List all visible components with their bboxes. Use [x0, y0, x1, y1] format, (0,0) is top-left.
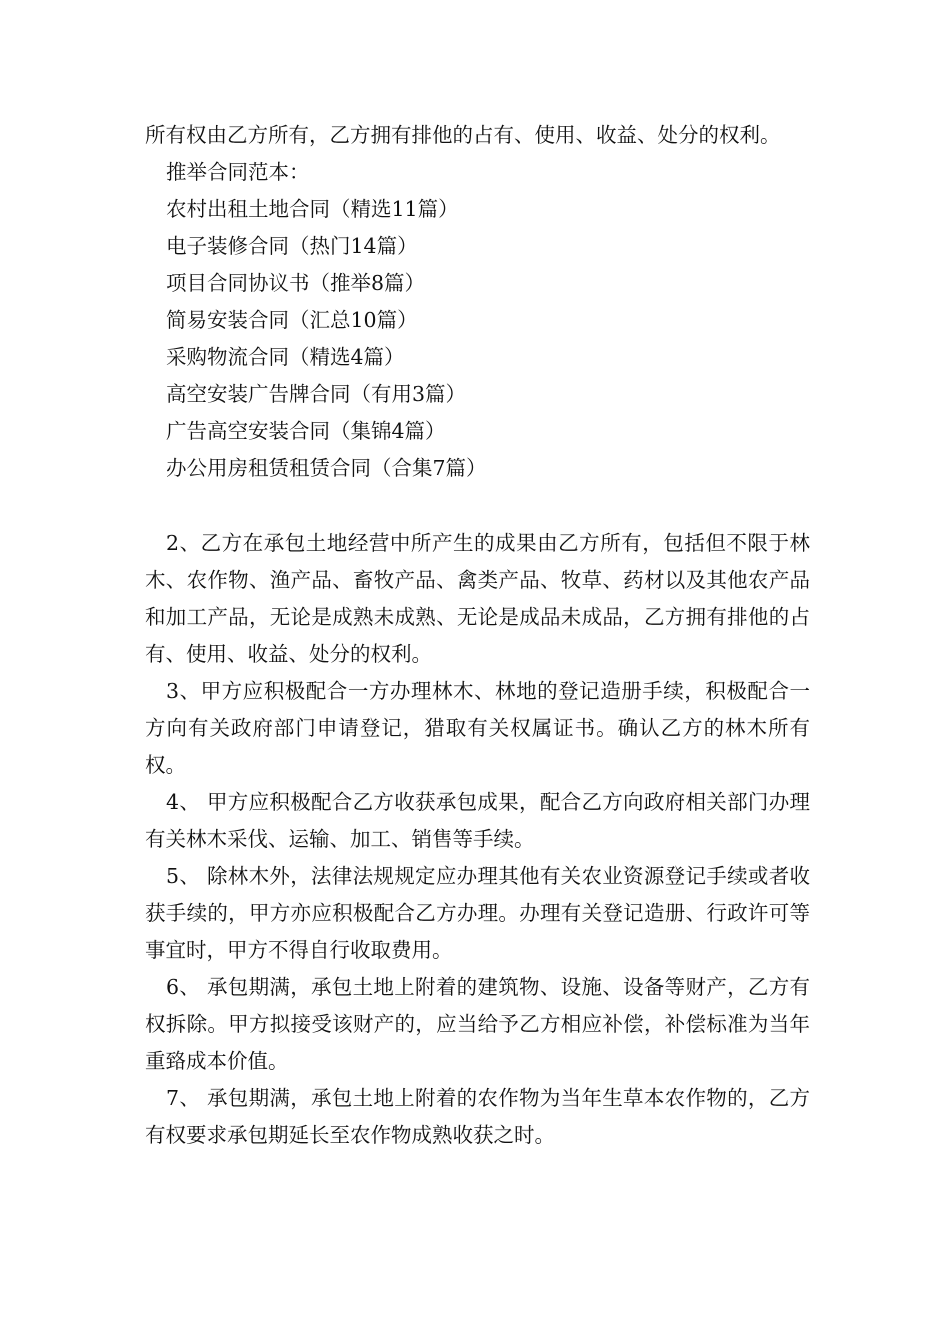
recommended-item[interactable]: 项目合同协议书（推举8篇） [166, 271, 426, 295]
clause-paragraph: 2、乙方在承包土地经营中所产生的成果由乙方所有，包括但不限于林木、农作物、渔产品、畜牧产品、禽类产品、牧草、药材以及其他农产品和加工产品，无论是成熟未成熟、无论是成品未成品，乙方拥有排他的占有、使用、收益、处分的权利。 [145, 531, 810, 666]
recommended-item[interactable]: 广告高空安装合同（集锦4篇） [166, 419, 446, 443]
recommended-item[interactable]: 办公用房租赁租赁合同（合集7篇） [166, 456, 487, 480]
recommended-contracts [145, 154, 810, 487]
document-body [145, 117, 810, 1154]
clause-paragraph: 4、 甲方应积极配合乙方收获承包成果，配合乙方向政府相关部门办理有关林木采伐、运输、加工、销售等手续。 [145, 790, 810, 851]
recommended-item[interactable]: 采购物流合同（精选4篇） [166, 345, 405, 369]
recommended-item[interactable]: 农村出租土地合同（精选11篇） [166, 197, 459, 221]
blank-line [145, 487, 810, 525]
clause-paragraph: 7、 承包期满，承包土地上附着的农作物为当年生草本农作物的，乙方有权要求承包期延长至农作物成熟收获之时。 [145, 1086, 810, 1147]
clause-list [145, 525, 810, 1154]
clause-paragraph: 6、 承包期满，承包土地上附着的建筑物、设施、设备等财产，乙方有权拆除。甲方拟接受该财产的，应当给予乙方相应补偿，补偿标准为当年重臵成本价值。 [145, 975, 810, 1073]
clause-paragraph: 3、甲方应积极配合一方办理林木、林地的登记造册手续，积极配合一方向有关政府部门申请登记，猎取有关权属证书。确认乙方的林木所有权。 [145, 679, 810, 777]
recommended-item[interactable]: 高空安装广告牌合同（有用3篇） [166, 382, 467, 406]
recommended-heading: 推举合同范本： [166, 160, 310, 184]
clause-paragraph: 5、 除林木外，法律法规规定应办理其他有关农业资源登记手续或者收获手续的，甲方亦应积极配合乙方办理。办理有关登记造册、行政许可等事宜时，甲方不得自行收取费用。 [145, 864, 810, 962]
recommended-item[interactable]: 电子装修合同（热门14篇） [166, 234, 418, 258]
recommended-item[interactable]: 简易安装合同（汇总10篇） [166, 308, 418, 332]
opening-paragraph: 所有权由乙方所有，乙方拥有排他的占有、使用、收益、处分的权利。 [145, 123, 781, 147]
